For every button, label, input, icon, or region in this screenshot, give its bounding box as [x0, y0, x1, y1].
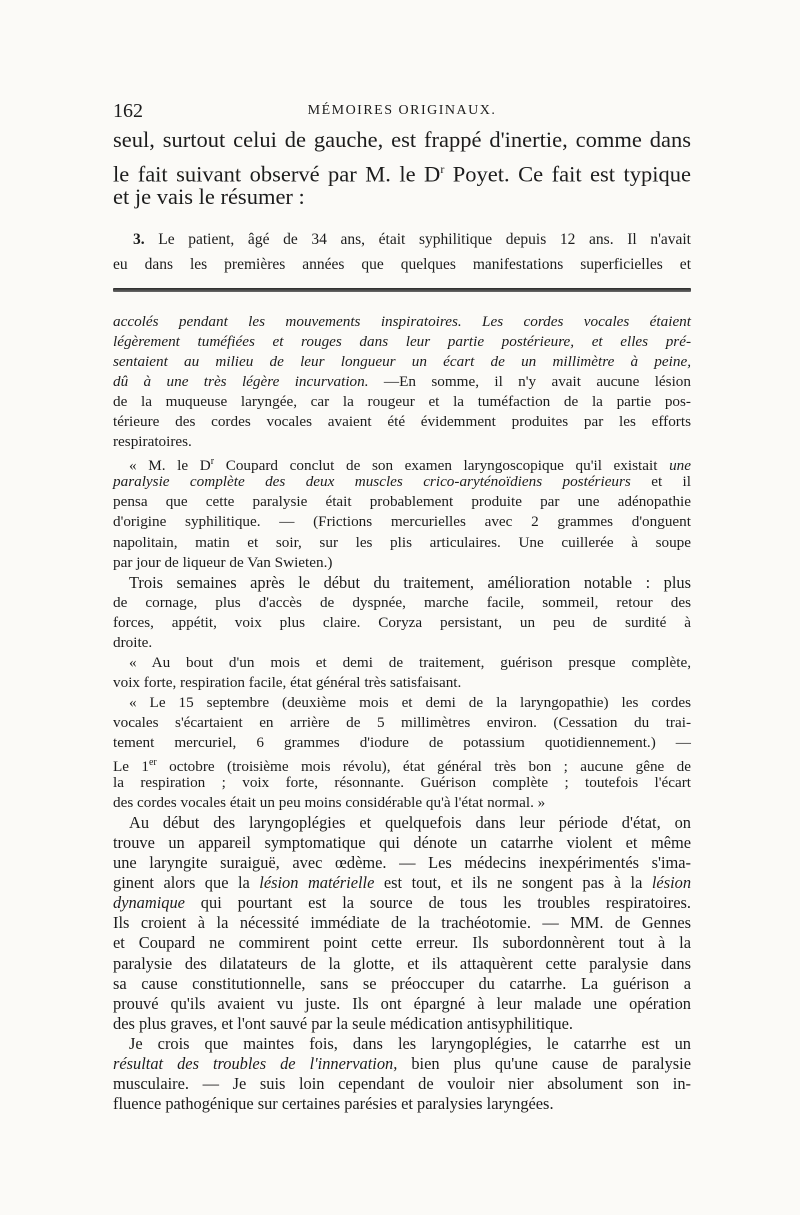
- running-head: [113, 100, 691, 124]
- text-line: de cornage, plus d'accès de dyspnée, marche facile, sommeil, retour des: [113, 593, 691, 611]
- text-line: une laryngite suraiguë, avec œdème. — Les médecins inexpérimentés s'ima-: [113, 853, 691, 873]
- lead-paragraph: [113, 126, 691, 212]
- text-line: dynamique qui pourtant est la source de tous les troubles respiratoires.: [113, 893, 691, 913]
- text-line: paralysie complète des deux muscles crico-aryténoïdiens postérieurs et il: [113, 473, 691, 491]
- text-line: prouvé qu'ils avaient vu juste. Ils ont épargné à leur malade une opération: [113, 993, 691, 1013]
- text-line: d'origine syphilitique. — (Frictions mercurielles avec 2 grammes d'onguent: [113, 513, 691, 531]
- text-line: napolitain, matin et soir, sur les plis articulaires. Une cuillerée à soupe: [113, 533, 691, 551]
- text-line: sa cause constitutionnelle, sans se préoccuper du catarrhe. La guérison a: [113, 973, 691, 993]
- text-line: accolés pendant les mouvements inspiratoires. Les cordes vocales étaient: [113, 313, 691, 330]
- text-line: des plus graves, et l'ont sauvé par la seule médication antisyphilitique.: [113, 1013, 573, 1033]
- text-line: tement mercuriel, 6 grammes d'iodure de potassium quotidiennement.) —: [113, 733, 691, 751]
- text-line: Je crois que maintes fois, dans les laryngoplégies, le catarrhe est un: [129, 1033, 691, 1053]
- text-line: térieure des cordes vocales avaient été évidemment produites par les efforts: [113, 413, 691, 431]
- text-line: droite.: [113, 633, 153, 651]
- text-line: résultat des troubles de l'innervation, bien plus qu'une cause de paralysie: [113, 1053, 691, 1073]
- text-line: seul, surtout celui de gauche, est frappé d'inertie, comme dans: [113, 127, 691, 152]
- text-line: respiratoires.: [113, 433, 192, 451]
- text-line: le fait suivant observé par M. le $D^r$ Poyet. Ce fait est typique: [113, 161, 691, 186]
- body-text: [113, 312, 691, 1114]
- page-fold-rule: [113, 288, 691, 292]
- text-line: « M. le $D^r$ Coupard conclut de son examen laryngoscopique qu'il existait une: [129, 456, 691, 475]
- text-line: voix forte, respiration facile, état général très satisfaisant.: [113, 673, 462, 691]
- text-line: trouve un appareil symptomatique qui dénote un catarrhe violent et même: [113, 833, 691, 853]
- text-line: Au début des laryngoplégies et quelquefois dans leur période d'état, on: [129, 813, 691, 833]
- text-line: des cordes vocales était un peu moins considérable qu'à l'état normal. »: [113, 794, 546, 812]
- running-title: MÉMOIRES ORIGINAUX.: [307, 103, 497, 118]
- text-line: Trois semaines après le début du traitement, amélioration notable : plus: [129, 572, 691, 592]
- text-line: 3. Le patient, âgé de 34 ans, était syphilitique depuis 12 ans. Il n'avait: [133, 231, 691, 248]
- text-line: la respiration ; voix forte, résonnante. Guérison complète ; toutefois l'écart: [113, 774, 691, 792]
- case-number: 3.: [133, 231, 145, 248]
- text-line: et Coupard ne commirent point cette erreur. Ils subordonnèrent tout à la: [113, 933, 691, 953]
- text-line: ginent alors que la lésion matérielle est tout, et ils ne songent pas à la lésion: [113, 873, 692, 893]
- text-line: de la muqueuse laryngée, car la rougeur et la tuméfaction de la partie pos-: [113, 393, 691, 411]
- text-line: par jour de liqueur de Van Swieten.): [113, 553, 333, 571]
- text-line: musculaire. — Je suis loin cependant de vouloir nier absolument son in-: [113, 1073, 691, 1093]
- text-line: eu dans les premières années que quelques manifestations superficielles et: [113, 256, 691, 273]
- text-line: « Au bout d'un mois et demi de traitement, guérison presque complète,: [129, 653, 691, 671]
- text-line: et je vais le résumer :: [113, 184, 305, 209]
- case-intro: [113, 227, 691, 277]
- text-line: « Le 15 septembre (deuxième mois et demi de la laryngopathie) les cordes: [129, 693, 691, 711]
- text-line: Le 1er octobre (troisième mois révolu), état général très bon ; aucune gêne de: [113, 757, 691, 776]
- text-line: Ils croient à la nécessité immédiate de la trachéotomie. — MM. de Gennes: [113, 913, 691, 933]
- text-line: forces, appétit, voix plus claire. Coryza persistant, un peu de surdité à: [113, 613, 691, 631]
- page-number: 162: [113, 100, 143, 122]
- text-line: sentaient au milieu de leur longueur un écart de un millimètre à peine,: [113, 353, 691, 371]
- superscript: r: [440, 161, 445, 176]
- text-line: vocales s'écartaient en arrière de 5 millimètres environ. (Cessation du trai-: [113, 713, 691, 731]
- text-line: légèrement tuméfiées et rouges dans leur partie postérieure, et elles pré-: [113, 333, 691, 351]
- text-line: paralysie des dilatateurs de la glotte, et ils attaquèrent cette paralysie dans: [113, 953, 691, 973]
- text-line: dû à une très légère incurvation. —En somme, il n'y avait aucune lésion: [113, 373, 691, 391]
- text-line: pensa que cette paralysie était probablement produite par une adénopathie: [113, 493, 691, 511]
- text-line: fluence pathogénique sur certaines parésies et paralysies laryngées.: [113, 1093, 554, 1113]
